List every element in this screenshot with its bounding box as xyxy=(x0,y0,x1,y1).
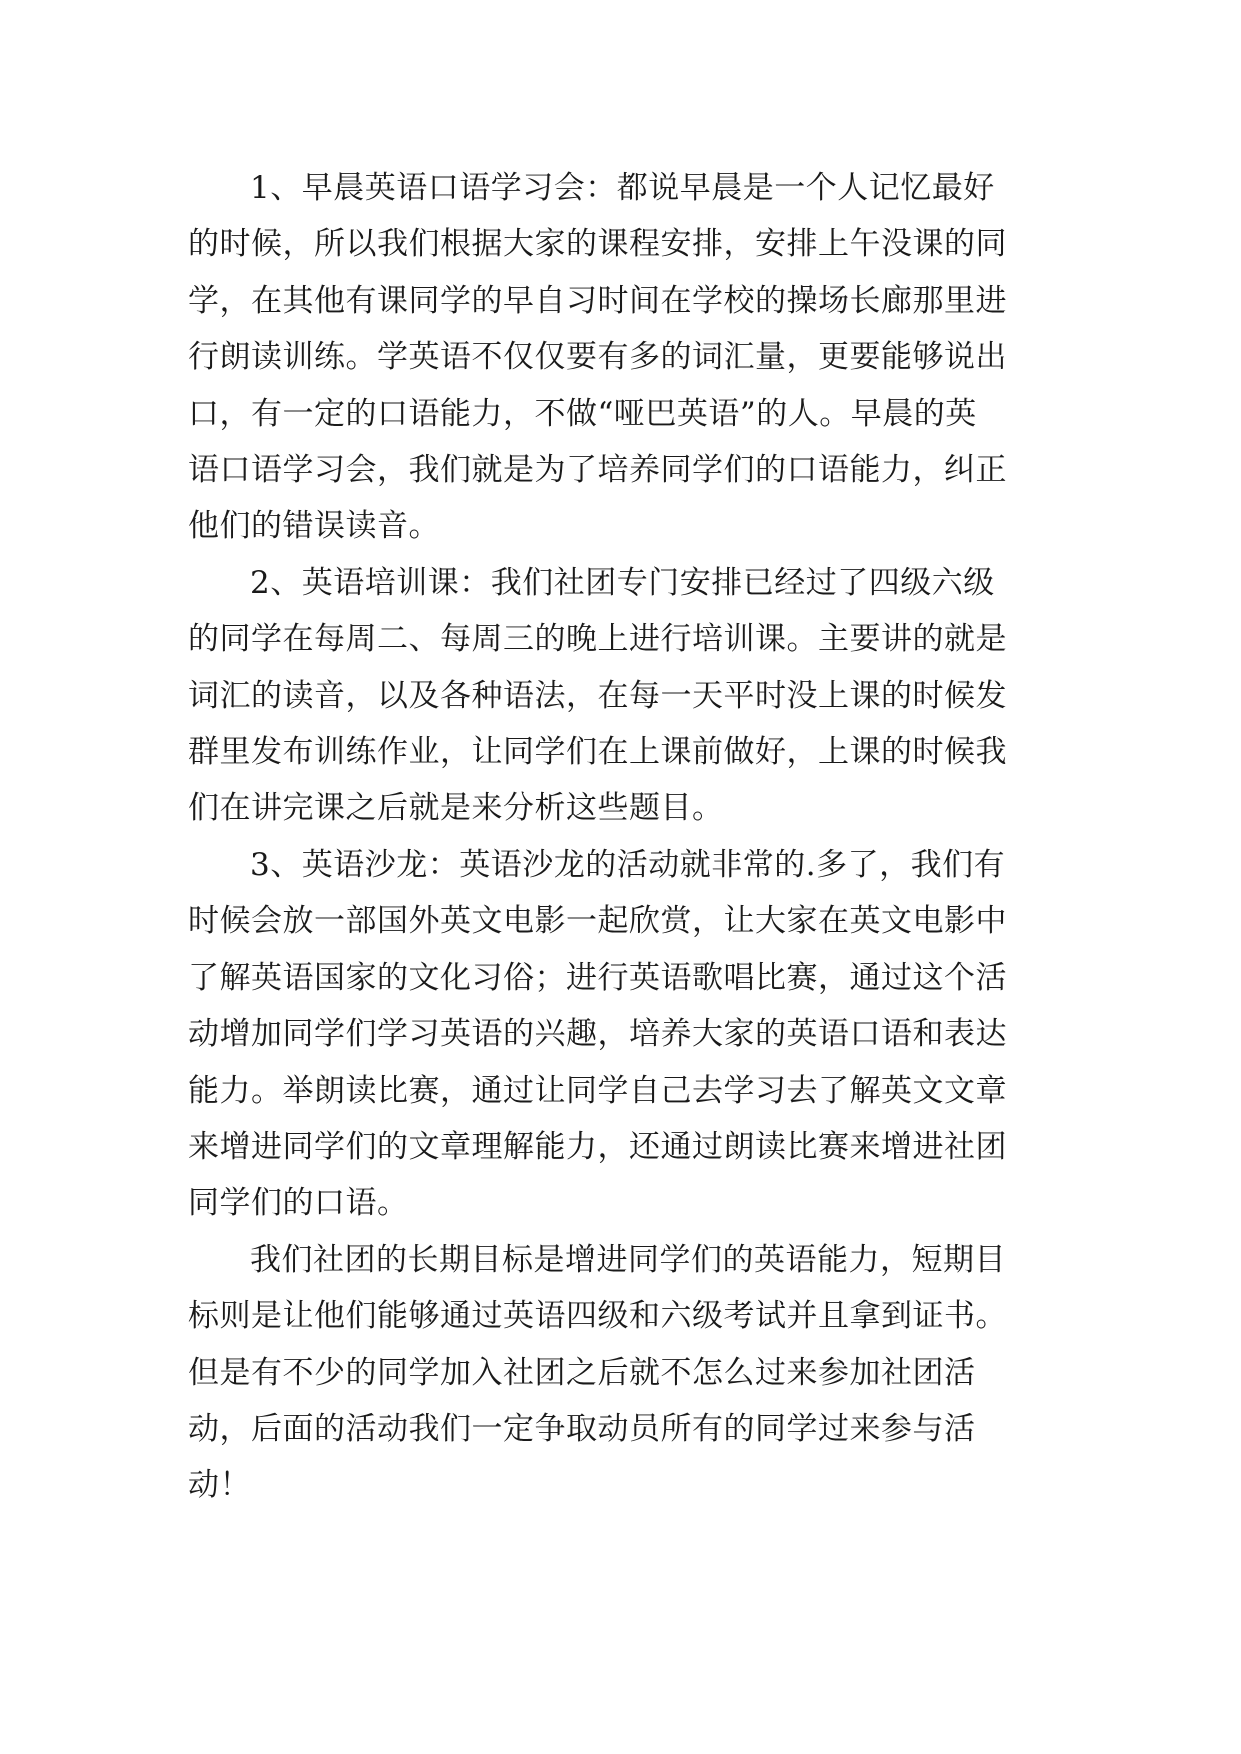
text-line: 口，有一定的口语能力，不做“哑巴英语”的人。早晨的英 xyxy=(188,395,977,432)
text-line: 他们的错误读音。 xyxy=(188,508,440,545)
paragraph-club-goals xyxy=(188,1232,1080,1514)
text-line: 词汇的读音，以及各种语法，在每一天平时没上课的时候发 xyxy=(188,677,1007,714)
text-line: 学，在其他有课同学的早自习时间在学校的操场长廊那里进 xyxy=(188,282,1007,319)
text-line: 行朗读训练。学英语不仅仅要有多的词汇量，更要能够说出 xyxy=(188,339,1007,376)
text-line: 来增进同学们的文章理解能力，还通过朗读比赛来增进社团 xyxy=(188,1128,1007,1165)
text-line: 的同学在每周二、每周三的晚上进行培训课。主要讲的就是 xyxy=(188,621,1007,658)
paragraph-morning-english xyxy=(188,160,1080,555)
text-line: 语口语学习会，我们就是为了培养同学们的口语能力，纠正 xyxy=(188,452,1007,489)
text-line: 我们社团的长期目标是增进同学们的英语能力，短期目 xyxy=(250,1241,1006,1278)
text-line: 们在讲完课之后就是来分析这些题目。 xyxy=(188,790,724,827)
text-line: 能力。举朗读比赛，通过让同学自己去学习去了解英文文章 xyxy=(188,1072,1007,1109)
text-line: 动！ xyxy=(188,1467,251,1504)
text-line: 2、英语培训课：我们社团专门安排已经过了四级六级 xyxy=(250,564,995,601)
document-body xyxy=(188,160,1080,1514)
text-line: 群里发布训练作业，让同学们在上课前做好，上课的时候我 xyxy=(188,734,1007,771)
text-line: 动，后面的活动我们一定争取动员所有的同学过来参与活 xyxy=(188,1410,976,1447)
paragraph-english-training xyxy=(188,555,1080,837)
text-line: 时候会放一部国外英文电影一起欣赏，让大家在英文电影中 xyxy=(188,903,1007,940)
text-line: 动增加同学们学习英语的兴趣，培养大家的英语口语和表达 xyxy=(188,1016,1007,1053)
text-line: 3、英语沙龙：英语沙龙的活动就非常的.多了，我们有 xyxy=(250,846,1006,883)
text-line: 标则是让他们能够通过英语四级和六级考试并且拿到证书。 xyxy=(188,1298,1007,1335)
text-line: 但是有不少的同学加入社团之后就不怎么过来参加社团活 xyxy=(188,1354,976,1391)
text-line: 了解英语国家的文化习俗；进行英语歌唱比赛，通过这个活 xyxy=(188,959,1007,996)
text-line: 同学们的口语。 xyxy=(188,1185,409,1222)
paragraph-english-salon xyxy=(188,837,1080,1232)
text-line: 1、早晨英语口语学习会：都说早晨是一个人记忆最好 xyxy=(250,170,995,206)
text-line: 的时候，所以我们根据大家的课程安排，安排上午没课的同 xyxy=(188,226,1007,263)
